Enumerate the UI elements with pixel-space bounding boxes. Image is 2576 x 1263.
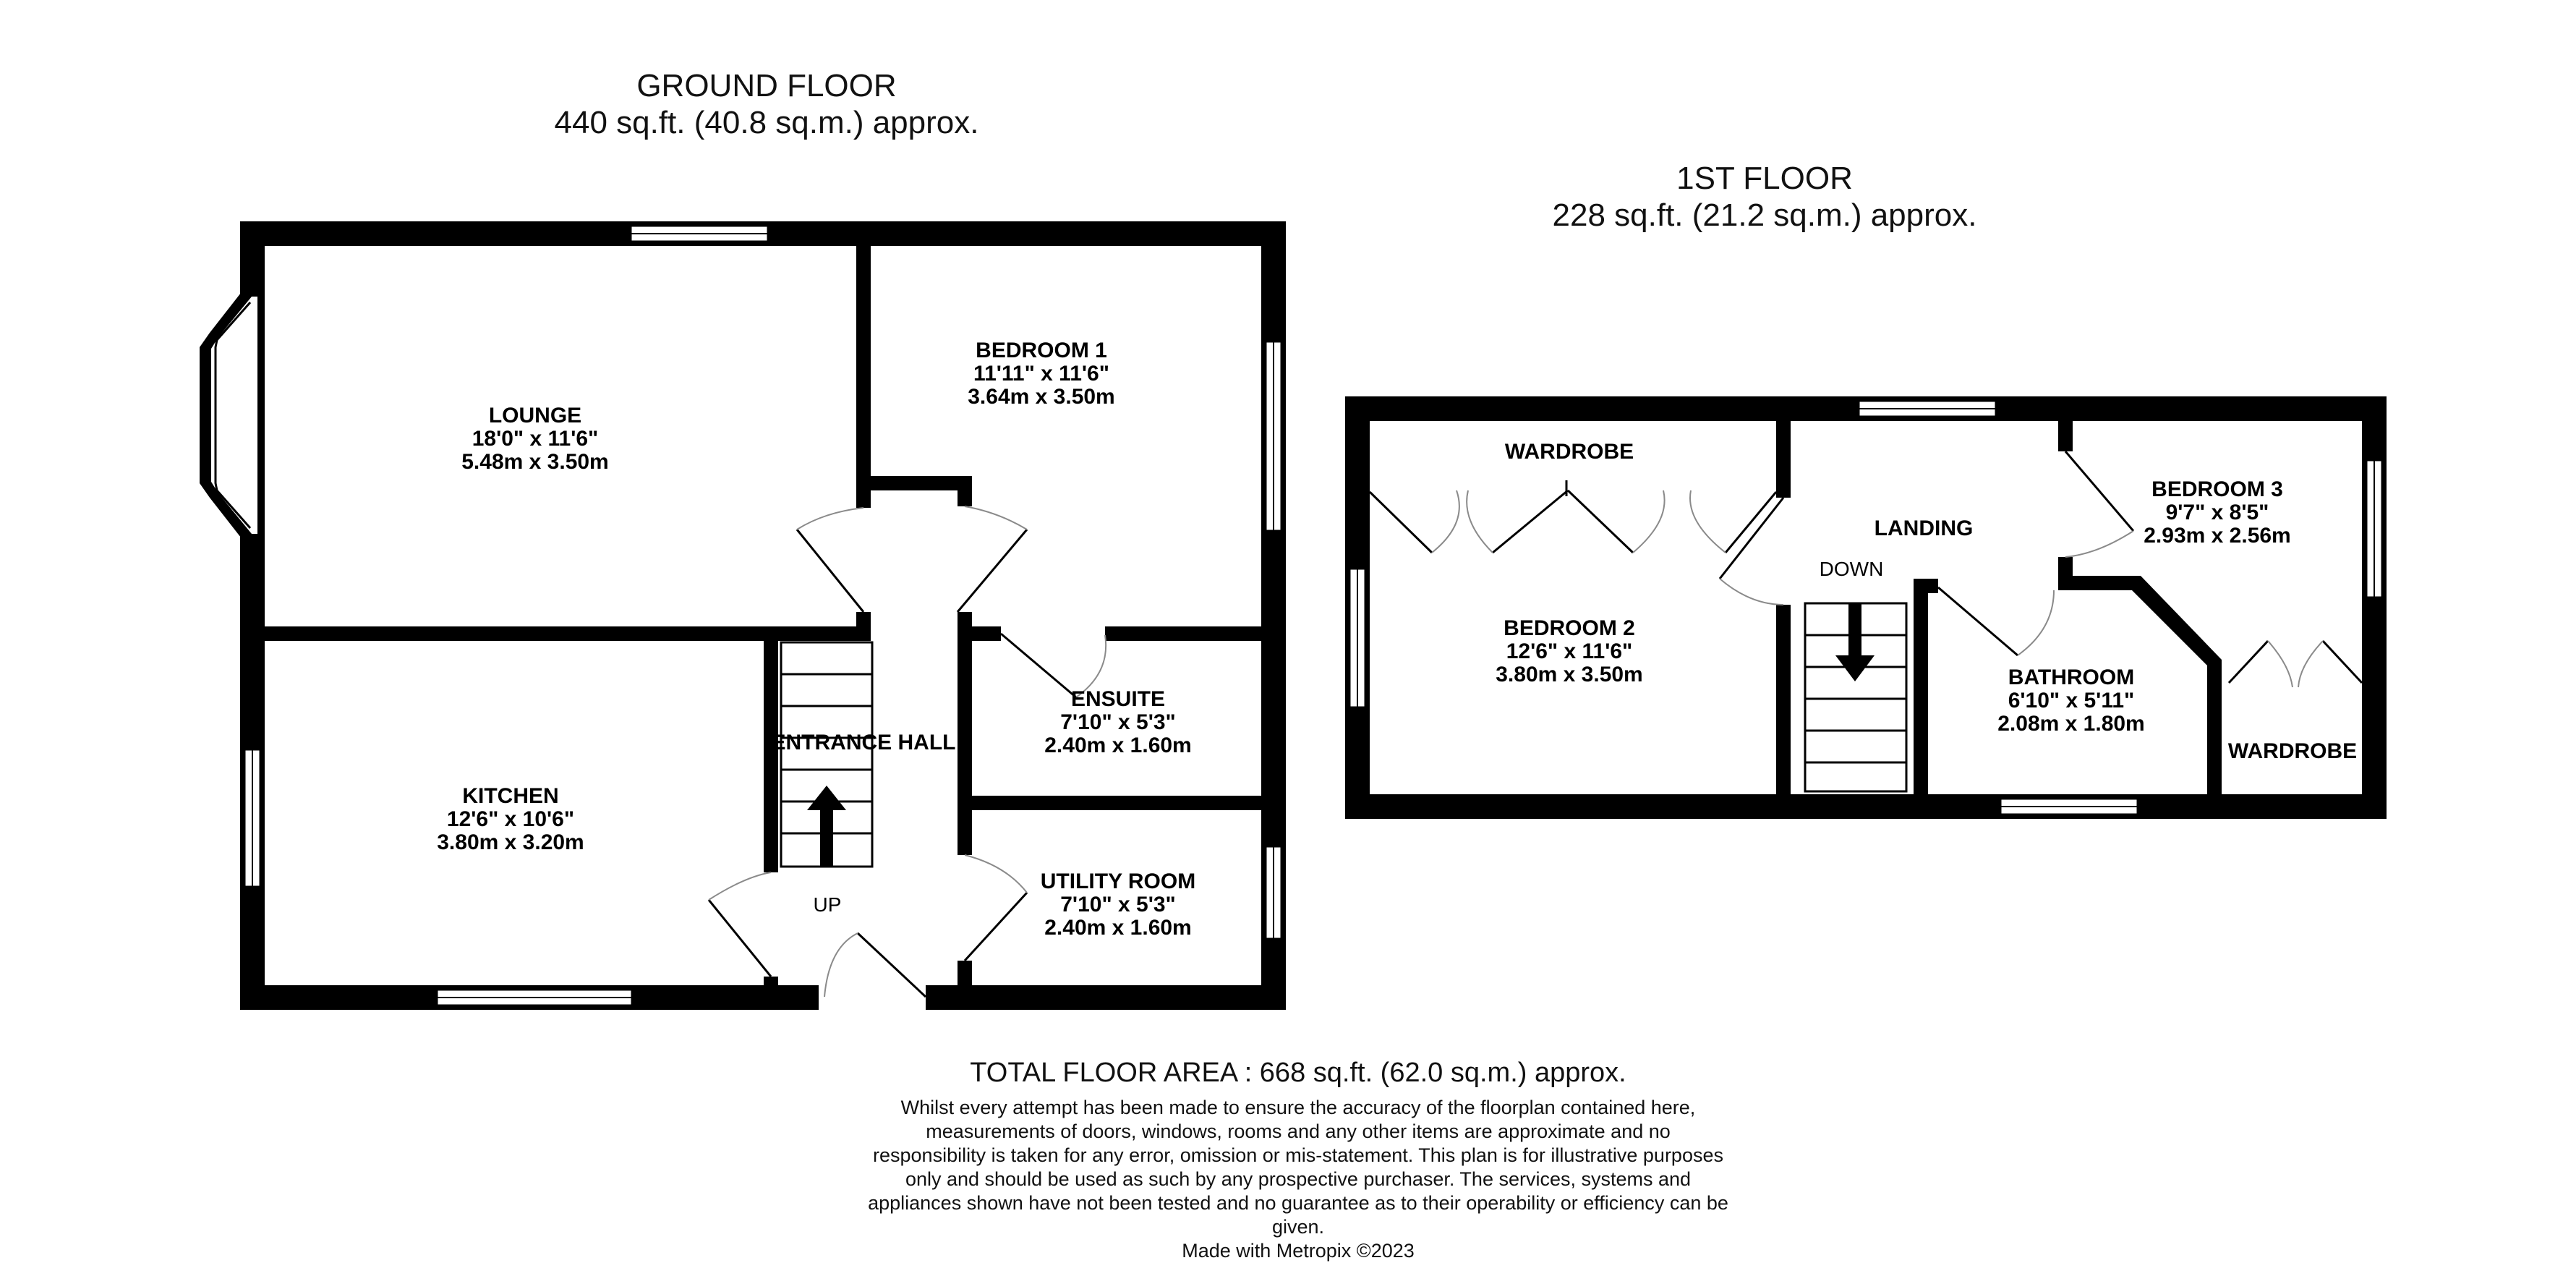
wall-hall-ensuite: [958, 612, 972, 855]
wall-bath-wardrobe: [2207, 683, 2222, 794]
room-name: LOUNGE: [488, 404, 582, 428]
room-dimensions-metric: 2.40m x 1.60m: [1044, 916, 1192, 940]
staircase-down: [1805, 603, 1906, 791]
room-dimensions-imperial: 7'10" x 5'3": [1060, 893, 1176, 917]
wall-ensuite-top-b: [1105, 626, 1286, 641]
room-name: LANDING: [1874, 516, 1974, 540]
arrow-up-icon: [820, 806, 833, 867]
stairs-down-label: DOWN: [1819, 558, 1884, 580]
room-name: BATHROOM: [2008, 665, 2135, 689]
wall-bath-diagonal: [2126, 576, 2222, 683]
wall-bed2-landing-upper: [1776, 420, 1791, 498]
disclaimer-text: Whilst every attempt has been made to ensure the accuracy of the floorplan contained here, measurements of doors, windows, rooms and any other items are approximate and no responsibility is taken for any error, omission or mis-statement. This plan is for illustrative purposes only and should be used as such by any prospective purchaser. The services, systems and appliances shown have not been tested and no guarantee as to their operability or efficiency can be given.: [868, 1097, 1728, 1238]
room-dimensions-imperial: 12'6" x 10'6": [446, 807, 575, 831]
first-floor-title: 1ST FLOOR: [1676, 161, 1853, 196]
room-name: KITCHEN: [462, 784, 559, 808]
room-name: ENTRANCE HALL: [771, 731, 956, 754]
wall-kitchen-hall: [764, 641, 778, 872]
first-floor-area: 228 sq.ft. (21.2 sq.m.) approx.: [1552, 197, 1977, 233]
wall-f1-bottom: [1345, 794, 2387, 819]
room-utility: [1041, 869, 1195, 940]
room-dimensions-metric: 2.40m x 1.60m: [1044, 733, 1192, 757]
stairs-up-label: UP: [813, 893, 842, 916]
room-name: BEDROOM 3: [2151, 477, 2283, 501]
footer: [868, 1058, 1728, 1263]
wall-lounge-bed1: [856, 221, 871, 508]
room-dimensions-imperial: 12'6" x 11'6": [1506, 639, 1633, 663]
room-dimensions-metric: 2.93m x 2.56m: [2144, 524, 2291, 548]
wall-ensuite-top-a: [958, 626, 1001, 641]
wardrobe-doors-bedroom2: [1370, 480, 1776, 553]
room-bedroom2: [1496, 616, 1642, 686]
room-dimensions-imperial: 6'10" x 5'11": [2008, 689, 2135, 713]
wall-hall-top: [871, 476, 972, 490]
metropix-credit: Made with Metropix ©2023: [1182, 1240, 1415, 1262]
wall-bed2-landing-lower: [1776, 605, 1791, 794]
room-dimensions-imperial: 9'7" x 8'5": [2165, 501, 2269, 524]
wall-ensuite-utility: [958, 796, 1286, 810]
room-dimensions-imperial: 11'11" x 11'6": [973, 362, 1109, 386]
room-landing: [1875, 516, 1974, 540]
room-bathroom: [1997, 665, 2144, 736]
room-dimensions-metric: 5.48m x 3.50m: [461, 450, 609, 474]
room-kitchen: [437, 784, 584, 854]
wardrobe-bedroom3-label: WARDROBE: [2227, 739, 2358, 763]
ground-floor-title: GROUND FLOOR: [636, 68, 897, 103]
room-dimensions-metric: 3.80m x 3.20m: [437, 830, 584, 854]
room-dimensions-metric: 3.80m x 3.50m: [1496, 663, 1643, 686]
wardrobe-bedroom2-label: WARDROBE: [1504, 440, 1634, 464]
room-dimensions-imperial: 18'0" x 11'6": [472, 427, 599, 451]
ground-floor-area: 440 sq.ft. (40.8 sq.m.) approx.: [554, 104, 979, 140]
staircase-up: [781, 642, 872, 867]
arrow-down-icon: [1848, 603, 1861, 658]
wall-bottom-right: [926, 985, 1286, 1010]
room-bedroom3: [2144, 477, 2290, 548]
room-lounge: [461, 404, 608, 474]
wall-landing-bed3-upper: [2058, 420, 2073, 451]
room-name: ENSUITE: [1070, 687, 1166, 711]
total-floor-area: TOTAL FLOOR AREA : 668 sq.ft. (62.0 sq.m.) approx.: [970, 1058, 1626, 1088]
wall-bath-left: [1914, 579, 1928, 794]
wall-bath-top: [2058, 576, 2136, 590]
room-dimensions-metric: 3.64m x 3.50m: [968, 385, 1115, 409]
room-bedroom1: [968, 339, 1114, 409]
room-name: UTILITY ROOM: [1040, 869, 1196, 893]
room-entrance-hall: [772, 731, 956, 754]
room-name: BEDROOM 2: [1504, 616, 1635, 640]
room-dimensions-metric: 2.08m x 1.80m: [1997, 712, 2145, 736]
room-name: BEDROOM 1: [976, 339, 1107, 362]
room-ensuite: [1044, 687, 1191, 757]
room-dimensions-imperial: 7'10" x 5'3": [1060, 710, 1176, 734]
wall-lounge-kitchen: [240, 626, 871, 641]
